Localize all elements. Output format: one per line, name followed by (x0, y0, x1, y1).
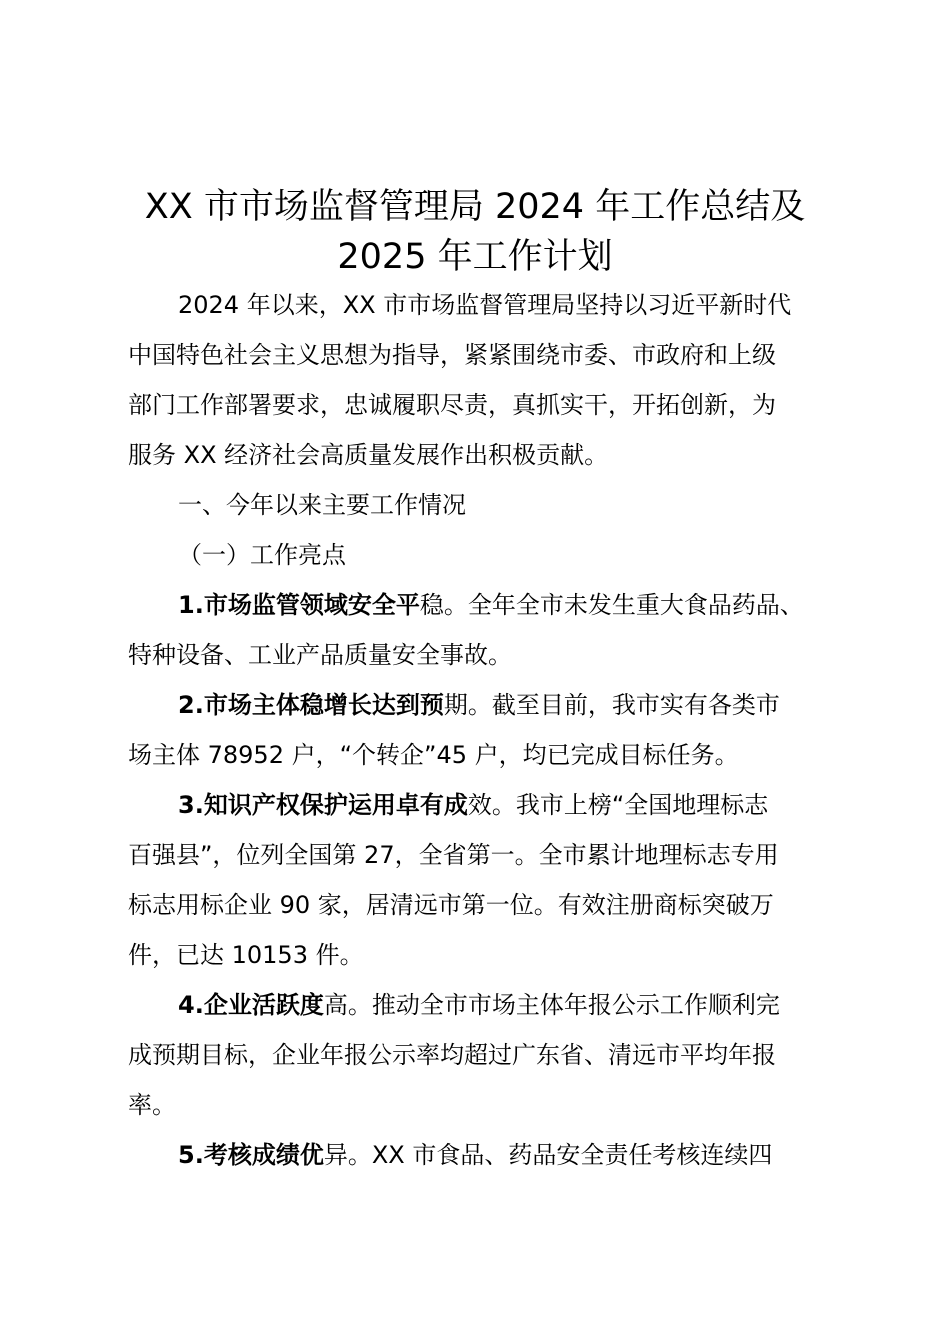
intro-paragraph-line: 2024 年以来，XX 市市场监督管理局坚持以习近平新时代 (178, 291, 792, 319)
intro-paragraph-line: 中国特色社会主义思想为指导，紧紧围绕市委、市政府和上级 (128, 341, 776, 369)
item-2-text: 期。截至目前，我市实有各类市 (443, 691, 780, 719)
item-2-first-line (178, 680, 780, 730)
intro-paragraph-line: 部门工作部署要求，忠诚履职尽责，真抓实干，开拓创新，为 (128, 391, 776, 419)
item-1-line: 特种设备、工业产品质量安全事故。 (128, 641, 512, 669)
item-4-line: 成预期目标，企业年报公示率均超过广东省、清远市平均年报 (128, 1041, 776, 1069)
document-title-line-1: XX 市市场监督管理局 2024 年工作总结及 (144, 187, 806, 227)
item-1-text: 稳。全年全市未发生重大食品药品、 (419, 591, 804, 619)
document-title-line-2: 2025 年工作计划 (337, 237, 613, 277)
item-3-line: 件，已达 10153 件。 (128, 941, 364, 969)
item-3-text: 效。我市上榜“全国地理标志 (467, 791, 769, 819)
item-2-lead: 2.市场主体稳增长达到预 (178, 691, 444, 719)
item-4-line: 率。 (128, 1091, 176, 1119)
item-4-lead: 4.企业活跃度 (178, 991, 324, 1019)
item-2-line: 场主体 78952 户，“个转企”45 户，均已完成目标任务。 (128, 741, 739, 769)
item-4-text: 高。推动全市市场主体年报公示工作顺利完 (323, 991, 780, 1019)
item-1-first-line (178, 580, 804, 630)
item-1-lead: 1.市场监管领域安全平 (178, 591, 420, 619)
item-3-first-line (178, 780, 768, 830)
item-3-line: 百强县”，位列全国第 27，全省第一。全市累计地理标志专用 (128, 841, 779, 869)
item-3-line: 标志用标企业 90 家，居清远市第一位。有效注册商标突破万 (128, 891, 774, 919)
item-5-first-line (178, 1130, 772, 1180)
subsection-heading: （一）工作亮点 (178, 541, 346, 569)
item-5-lead: 5.考核成绩优 (178, 1141, 324, 1169)
item-4-first-line (178, 980, 780, 1030)
item-3-lead: 3.知识产权保护运用卓有成 (178, 791, 468, 819)
intro-paragraph-line: 服务 XX 经济社会高质量发展作出积极贡献。 (128, 441, 609, 469)
section-heading: 一、今年以来主要工作情况 (178, 491, 466, 519)
item-5-text: 异。XX 市食品、药品安全责任考核连续四 (323, 1141, 773, 1169)
